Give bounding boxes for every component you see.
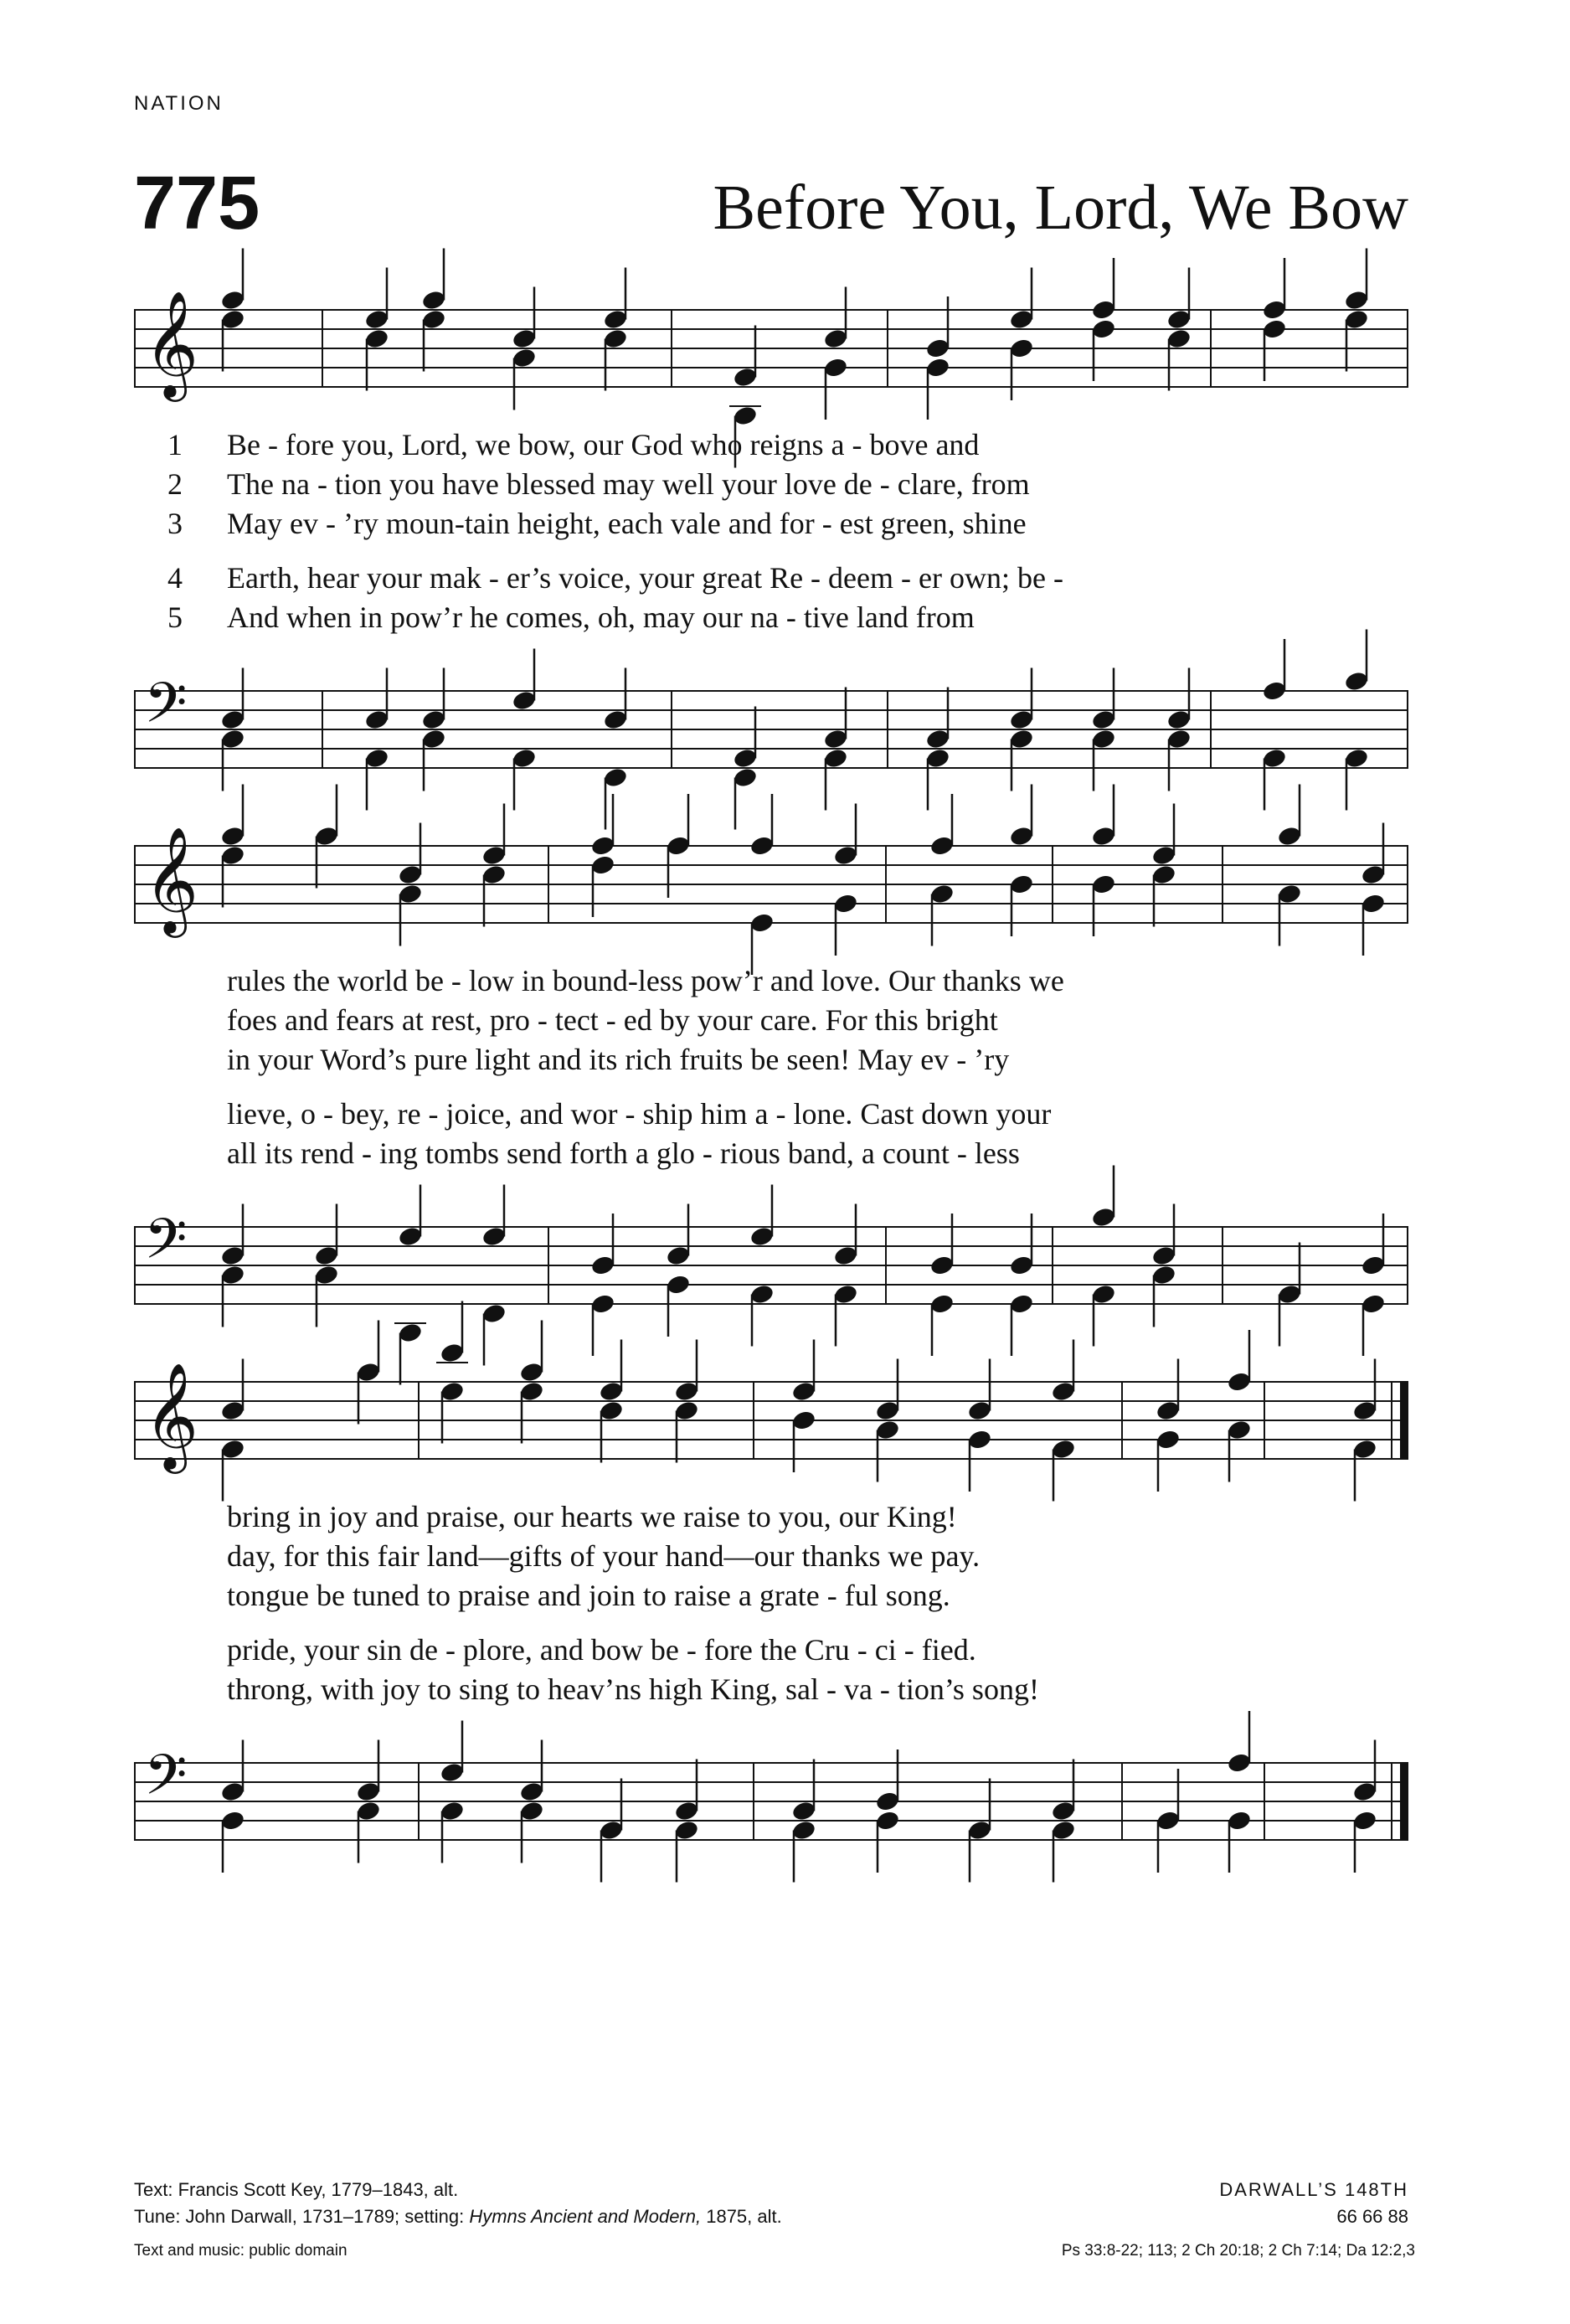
verse-line-3: tongue be tuned to praise and join to raise a grate - ful song. xyxy=(227,1579,950,1612)
tune-credit: Tune: John Darwall, 1731–1789; setting: Hymns Ancient and Modern, 1875, alt. xyxy=(134,2206,782,2227)
rights-notice: Text and music: public domain xyxy=(134,2242,347,2260)
treble-staff xyxy=(134,826,1408,933)
verse-line-2: foes and fears at rest, pro - tect - ed by your care. For this bright xyxy=(227,1003,998,1037)
staff-engraving xyxy=(134,1207,1408,1307)
verse-line-1: 1 Be - fore you, Lord, we bow, our God who reigns a - bove and xyxy=(167,428,980,461)
staff-engraving xyxy=(134,290,1408,397)
lyrics-block xyxy=(134,427,1408,639)
verse-line-4: lieve, o - bey, re - joice, and wor - ship him a - lone. Cast down your xyxy=(227,1097,1052,1131)
verse-line-5: 5 And when in pow’r he comes, oh, may our na - tive land from xyxy=(167,600,975,634)
verse-line-5: throng, with joy to sing to heav’ns high King, sal - va - tion’s song! xyxy=(227,1672,1039,1706)
lyrics-block xyxy=(134,1499,1408,1711)
bass-clef-icon: 𝄢 xyxy=(144,1743,188,1821)
treble-staff xyxy=(134,1362,1408,1469)
verse-line-2: 2 The na - tion you have blessed may well your love de - clare, from xyxy=(167,467,1030,501)
tune-name: DARWALL’S 148TH xyxy=(1219,2179,1408,2200)
treble-clef-icon: 𝄞 xyxy=(144,290,199,397)
staff-engraving xyxy=(134,671,1408,771)
bass-clef-icon: 𝄢 xyxy=(144,671,188,749)
hymn-title: Before You, Lord, We Bow xyxy=(713,173,1408,243)
final-barline-thick xyxy=(1400,1763,1408,1840)
hymn-number: 775 xyxy=(134,162,260,245)
verse-line-4: pride, your sin de - plore, and bow be - fore the Cru - ci - fied. xyxy=(227,1633,976,1667)
treble-clef-icon: 𝄞 xyxy=(144,1362,199,1469)
staff-engraving xyxy=(134,826,1408,933)
scripture-references: Ps 33:8-22; 113; 2 Ch 20:18; 2 Ch 7:14; Da 12:2,3 xyxy=(1061,2242,1415,2260)
bass-clef-icon: 𝄢 xyxy=(144,1207,188,1285)
verse-line-4: 4 Earth, hear your mak - er’s voice, your great Re - deem - er own; be - xyxy=(167,561,1063,595)
verse-line-5: all its rend - ing tombs send forth a glo - rious band, a count - less xyxy=(227,1136,1020,1170)
section-label: NATION xyxy=(134,92,224,115)
staff-engraving xyxy=(134,1362,1408,1469)
verse-line-3: in your Word’s pure light and its rich fruits be seen! May ev - ’ry xyxy=(227,1043,1010,1076)
treble-clef-icon: 𝄞 xyxy=(144,826,199,933)
bass-staff xyxy=(134,671,1408,771)
meter: 66 66 88 xyxy=(1336,2206,1408,2227)
verse-line-1: bring in joy and praise, our hearts we raise to you, our King! xyxy=(227,1500,957,1533)
verse-line-2: day, for this fair land—gifts of your hand—our thanks we pay. xyxy=(227,1539,981,1573)
treble-staff xyxy=(134,290,1408,397)
verse-line-3: 3 May ev - ’ry moun-tain height, each vale and for - est green, shine xyxy=(167,507,1027,540)
final-barline-thick xyxy=(1400,1382,1408,1459)
staff-engraving xyxy=(134,1743,1408,1843)
bass-staff xyxy=(134,1743,1408,1843)
verse-line-1: rules the world be - low in bound-less pow’r and love. Our thanks we xyxy=(227,964,1064,997)
text-credit: Text: Francis Scott Key, 1779–1843, alt. xyxy=(134,2179,459,2200)
lyrics-block xyxy=(134,963,1408,1175)
bass-staff xyxy=(134,1207,1408,1307)
